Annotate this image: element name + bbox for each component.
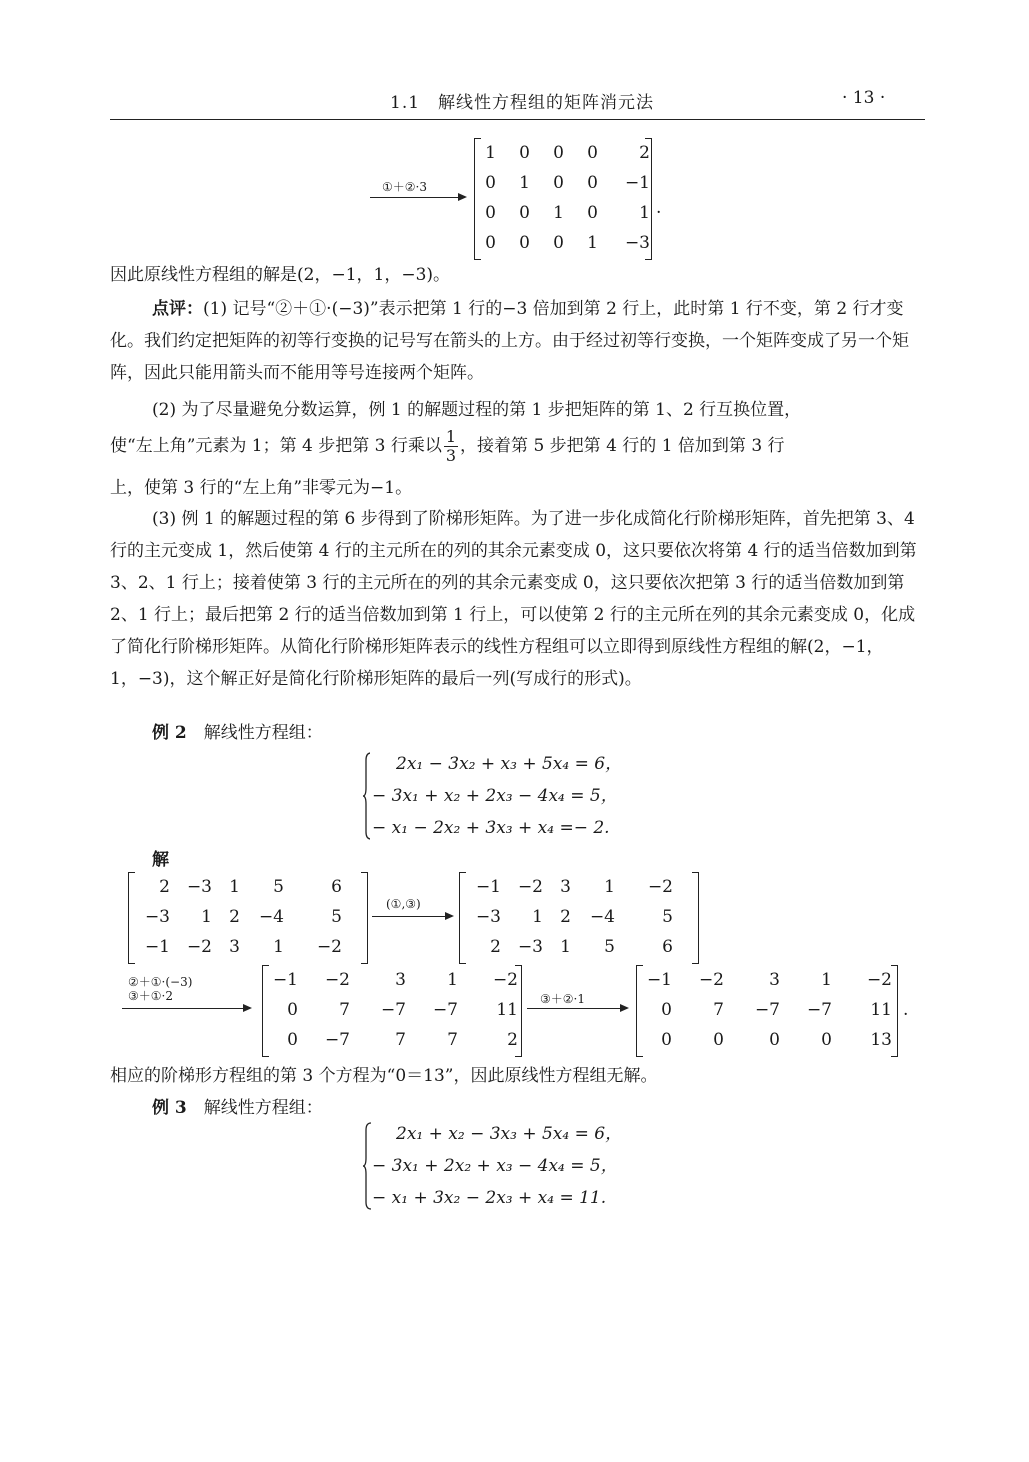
- matrix-cell: 0: [661, 1030, 672, 1050]
- comment-paragraph-2a: (2) 为了尽量避免分数运算，例 1 的解题过程的第 1 步把矩阵的第 1、2 行互换位置，: [152, 400, 802, 420]
- ex2-op-2a: ②＋①·(−3): [128, 975, 193, 989]
- example2-eq-3: − x₁ − 2x₂ + 3x₃ + x₄ =− 2.: [372, 818, 610, 838]
- top-op-label: ①＋②·3: [382, 180, 427, 194]
- matrix-row: [465, 932, 673, 962]
- comment-paragraph-3: (3) 例 1 的解题过程的第 6 步得到了阶梯形矩阵。为了进一步化成简化行阶梯形矩阵，首先把第 3、4 行的主元变成 1，然后使第 4 行的主元所在的列的其余元素变成 0，这只要依次将第 4 行的适当倍数加到第 3、2、1 行上；接着使第 3 行的主元所在的列的其余元素变成 0，这只要依次把第 3 行的适当倍数加到第 2、1 行上；最后把第 2 行的适当倍数加到第 1 行上，可以使第 2 行的主元所在列的其余元素变成 0，化成了简化行阶梯形矩阵。从简化行阶梯形矩阵表示的线性方程组可以立即得到原线性方程组的解(2，−1，1，−3)，这个解正好是简化行阶梯形矩阵的最后一列(写成行的形式)。: [110, 509, 917, 689]
- matrix-cell: 6: [331, 877, 342, 897]
- matrix-cell: 5: [662, 907, 673, 927]
- example3-label: 例 3: [152, 1098, 187, 1118]
- ex2-matrix-3: [262, 965, 522, 1057]
- matrix-row: [482, 198, 650, 228]
- matrix-cell: −4: [258, 907, 284, 927]
- example3-system: [372, 1118, 622, 1214]
- matrix-cell: 1: [532, 907, 543, 927]
- example2-brace: [362, 752, 370, 840]
- ex2-op-2b: ③＋①·2: [128, 989, 173, 1003]
- matrix-cell: 0: [769, 1030, 780, 1050]
- matrix-cell: 0: [713, 1030, 724, 1050]
- example2-heading: [152, 718, 323, 743]
- matrix-cell: −7: [806, 1000, 832, 1020]
- example2-label: 例 2: [152, 723, 187, 743]
- comment-paragraph-2c: 上，使第 3 行的“左上角”非零元为−1。: [110, 478, 413, 498]
- fraction-denominator: 3: [445, 446, 457, 465]
- matrix-cell: 1: [447, 970, 458, 990]
- ex2-op-3: ③＋②·1: [540, 992, 585, 1006]
- ex2-op-1: (①,③): [386, 897, 421, 911]
- example3-eq-3: − x₁ + 3x₂ − 2x₃ + x₄ = 11.: [372, 1188, 607, 1208]
- matrix-cell: 2: [490, 937, 501, 957]
- top-matrix: [474, 138, 652, 260]
- matrix-cell: 1: [553, 203, 564, 223]
- example2-eq-2: − 3x₁ + x₂ + 2x₃ − 4x₄ = 5，: [372, 786, 618, 806]
- matrix-cell: 1: [639, 203, 650, 223]
- matrix-cell: −2: [517, 877, 543, 897]
- top-matrix-end: .: [656, 198, 662, 218]
- comment-p1-text: (1) 记号“②＋①·(−3)”表示把第 1 行的−3 倍加到第 2 行上，此时第 1 行不变，第 2 行才变化。我们约定把矩阵的初等行变换的记号写在箭头的上方。由于经过初等行变换，一个矩阵变成了另一个矩阵，因此只能用箭头而不能用等号连接两个矩阵。: [110, 299, 909, 383]
- matrix-cell: 11: [496, 1000, 518, 1020]
- matrix-cell: 1: [519, 173, 530, 193]
- matrix-cell: 0: [661, 1000, 672, 1020]
- matrix-cell: −3: [624, 233, 650, 253]
- example2-eq-1: 2x₁ − 3x₂ + x₃ + 5x₄ = 6，: [396, 754, 623, 774]
- matrix-cell: −1: [624, 173, 650, 193]
- matrix-cell: −2: [698, 970, 724, 990]
- matrix-row: [134, 872, 342, 902]
- matrix-cell: −1: [272, 970, 298, 990]
- matrix-cell: −7: [754, 1000, 780, 1020]
- example2-conclusion: 相应的阶梯形方程组的第 3 个方程为“0＝13”，因此原线性方程组无解。: [110, 1066, 658, 1086]
- matrix-cell: 2: [639, 143, 650, 163]
- example3-eq-2: − 3x₁ + 2x₂ + x₃ − 4x₄ = 5，: [372, 1156, 618, 1176]
- matrix-cell: 0: [519, 143, 530, 163]
- matrix-cell: −7: [432, 1000, 458, 1020]
- matrix-cell: 3: [229, 937, 240, 957]
- matrix-cell: 5: [331, 907, 342, 927]
- matrix-cell: −1: [475, 877, 501, 897]
- matrix-cell: 0: [587, 143, 598, 163]
- matrix-cell: −2: [492, 970, 518, 990]
- example3-text: 解线性方程组：: [203, 1098, 323, 1118]
- matrix-row: [268, 1025, 518, 1055]
- matrix-cell: 3: [395, 970, 406, 990]
- matrix-row: [642, 1025, 892, 1055]
- matrix-cell: 7: [447, 1030, 458, 1050]
- example3-heading: [152, 1093, 323, 1118]
- matrix-row: [268, 995, 518, 1025]
- comment-label: 点评：: [152, 299, 203, 319]
- matrix-cell: 0: [485, 173, 496, 193]
- matrix-row: [268, 965, 518, 995]
- example2-system: [372, 748, 622, 844]
- matrix-row: [482, 168, 650, 198]
- example3-eq-1: 2x₁ + x₂ − 3x₃ + 5x₄ = 6，: [396, 1124, 623, 1144]
- p2b-before: 使“左上角”元素为 1；第 4 步把第 3 行乘以: [110, 436, 442, 456]
- ex2-matrix-4: [636, 965, 898, 1057]
- matrix-cell: 1: [485, 143, 496, 163]
- example2-text: 解线性方程组：: [203, 723, 323, 743]
- p2b-after: ，接着第 5 步把第 4 行的 1 倍加到第 3 行: [460, 436, 785, 456]
- matrix-row: [134, 932, 342, 962]
- matrix-cell: −7: [380, 1000, 406, 1020]
- example3-brace: [362, 1122, 372, 1210]
- matrix-cell: 1: [273, 937, 284, 957]
- matrix-cell: 0: [553, 143, 564, 163]
- solution-line: 因此原线性方程组的解是(2，−1，1，−3)。: [110, 265, 451, 285]
- matrix-cell: 1: [560, 937, 571, 957]
- comment-paragraph-1: [110, 293, 925, 389]
- matrix-cell: 1: [587, 233, 598, 253]
- matrix-cell: 0: [519, 203, 530, 223]
- matrix-cell: 7: [395, 1030, 406, 1050]
- ex2-matrix-end: .: [903, 1000, 909, 1020]
- ex2-arrow-2: [122, 1008, 250, 1009]
- matrix-row: [134, 902, 342, 932]
- matrix-cell: 2: [159, 877, 170, 897]
- ex2-matrix-1: [128, 872, 368, 964]
- matrix-cell: −1: [144, 937, 170, 957]
- matrix-cell: −2: [866, 970, 892, 990]
- matrix-cell: −2: [186, 937, 212, 957]
- matrix-cell: 2: [507, 1030, 518, 1050]
- matrix-cell: 7: [713, 1000, 724, 1020]
- ex2-matrix-2: [459, 872, 699, 964]
- matrix-cell: 2: [560, 907, 571, 927]
- matrix-cell: 1: [821, 970, 832, 990]
- matrix-cell: −2: [647, 877, 673, 897]
- matrix-cell: 7: [339, 1000, 350, 1020]
- matrix-cell: 0: [519, 233, 530, 253]
- matrix-cell: −2: [324, 970, 350, 990]
- matrix-cell: 3: [769, 970, 780, 990]
- matrix-cell: 1: [201, 907, 212, 927]
- matrix-cell: 1: [229, 877, 240, 897]
- matrix-cell: 1: [604, 877, 615, 897]
- matrix-cell: 0: [553, 233, 564, 253]
- page-number: · 13 ·: [842, 88, 886, 108]
- section-title: 1.1 解线性方程组的矩阵消元法: [390, 93, 655, 113]
- matrix-cell: 0: [821, 1030, 832, 1050]
- matrix-cell: −3: [475, 907, 501, 927]
- matrix-cell: 5: [273, 877, 284, 897]
- matrix-row: [642, 965, 892, 995]
- matrix-cell: −3: [144, 907, 170, 927]
- matrix-cell: 0: [485, 203, 496, 223]
- matrix-cell: −3: [517, 937, 543, 957]
- matrix-cell: 0: [485, 233, 496, 253]
- matrix-row: [482, 228, 650, 258]
- header-rule: [110, 119, 925, 120]
- ex2-arrow-1: [372, 916, 452, 917]
- matrix-row: [482, 138, 650, 168]
- matrix-cell: 0: [287, 1030, 298, 1050]
- ex2-arrow-3: [527, 1008, 627, 1009]
- matrix-cell: −7: [324, 1030, 350, 1050]
- matrix-cell: 0: [587, 173, 598, 193]
- matrix-cell: −4: [589, 907, 615, 927]
- matrix-cell: −3: [186, 877, 212, 897]
- matrix-cell: −1: [646, 970, 672, 990]
- matrix-cell: 0: [287, 1000, 298, 1020]
- matrix-cell: 2: [229, 907, 240, 927]
- matrix-cell: 11: [870, 1000, 892, 1020]
- matrix-cell: 13: [870, 1030, 892, 1050]
- matrix-row: [465, 902, 673, 932]
- matrix-cell: 0: [553, 173, 564, 193]
- matrix-cell: −2: [316, 937, 342, 957]
- matrix-cell: 0: [587, 203, 598, 223]
- fraction-numerator: 1: [445, 427, 457, 446]
- matrix-cell: 5: [604, 937, 615, 957]
- matrix-row: [465, 872, 673, 902]
- matrix-row: [642, 995, 892, 1025]
- matrix-cell: 6: [662, 937, 673, 957]
- example2-solve-label: 解: [152, 850, 169, 870]
- fraction-one-third: [444, 428, 458, 465]
- matrix-cell: 3: [560, 877, 571, 897]
- top-arrow: [370, 197, 465, 198]
- comment-paragraph-2b: [110, 428, 785, 465]
